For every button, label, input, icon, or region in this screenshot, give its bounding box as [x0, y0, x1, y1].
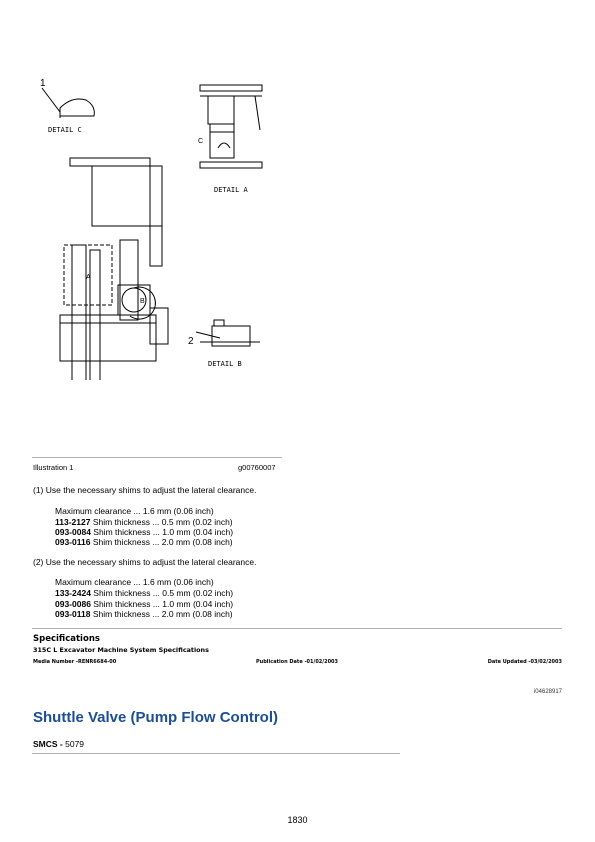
publication-date: Publication Date -01/02/2003 — [256, 659, 339, 665]
illustration-caption: Illustration 1 — [33, 463, 74, 472]
part-number: 133-2424 — [55, 588, 91, 598]
specs-title: Specifications — [33, 634, 100, 644]
step-1-shim-3 — [55, 537, 233, 548]
document-id: i04628917 — [533, 689, 562, 695]
smcs-code: 5079 — [65, 739, 85, 749]
section-title: Shuttle Valve (Pump Flow Control) — [33, 709, 279, 726]
step-2-clearance: Maximum clearance ... 1.6 mm (0.06 inch) — [55, 577, 214, 587]
detail-a-label: DETAIL A — [214, 186, 248, 194]
detail-a-mark-c: C — [198, 138, 204, 145]
step-1-clearance: Maximum clearance ... 1.6 mm (0.06 inch) — [55, 506, 214, 516]
page-number: 1830 — [287, 815, 308, 825]
shim-desc: Shim thickness ... 2.0 mm (0.08 inch) — [90, 609, 233, 619]
illustration-drawing — [30, 70, 300, 380]
mark-a: A — [86, 274, 91, 281]
step-2-shim-1 — [55, 588, 233, 599]
detail-c-label: DETAIL C — [48, 126, 82, 134]
shim-desc: Shim thickness ... 0.5 mm (0.02 inch) — [90, 588, 234, 598]
smcs-line — [33, 739, 84, 749]
part-number: 113-2127 — [55, 517, 91, 527]
callout-leader-1 — [42, 88, 60, 112]
callout-1: 1 — [40, 78, 46, 89]
step-2-shim-3 — [55, 609, 233, 620]
detail-c-shape — [60, 99, 94, 116]
shim-desc: Shim thickness ... 2.0 mm (0.08 inch) — [90, 537, 233, 547]
media-number: Media Number -RENR6684-00 — [33, 659, 117, 665]
specs-rule — [32, 628, 562, 629]
detail-a-top-flange — [200, 85, 262, 91]
shim-desc: Shim thickness ... 1.0 mm (0.04 inch) — [90, 527, 234, 537]
part-number: 093-0118 — [55, 609, 91, 619]
specs-subtitle: 315C L Excavator Machine System Specifications — [33, 646, 209, 654]
mark-b: B — [140, 298, 145, 305]
shim-desc: Shim thickness ... 1.0 mm (0.04 inch) — [90, 599, 234, 609]
smcs-label: SMCS - — [33, 739, 66, 749]
part-number: 093-0084 — [55, 527, 91, 537]
excavator-pump-assembly-diagram — [30, 70, 300, 380]
caption-rule — [32, 457, 282, 458]
illustration-code: g00760007 — [238, 463, 276, 472]
detail-b-label: DETAIL B — [208, 360, 242, 368]
part-number: 093-0116 — [55, 537, 91, 547]
callout-2: 2 — [188, 336, 194, 347]
step-1-text: (1) Use the necessary shims to adjust the lateral clearance. — [33, 485, 257, 495]
date-updated: Date Updated -03/02/2003 — [487, 659, 562, 665]
smcs-rule — [32, 753, 400, 754]
main-top-plate — [70, 158, 150, 166]
step-2-text: (2) Use the necessary shims to adjust the lateral clearance. — [33, 557, 257, 567]
shim-desc: Shim thickness ... 0.5 mm (0.02 inch) — [90, 517, 233, 527]
detail-b-shape — [212, 326, 250, 346]
part-number: 093-0086 — [55, 599, 91, 609]
